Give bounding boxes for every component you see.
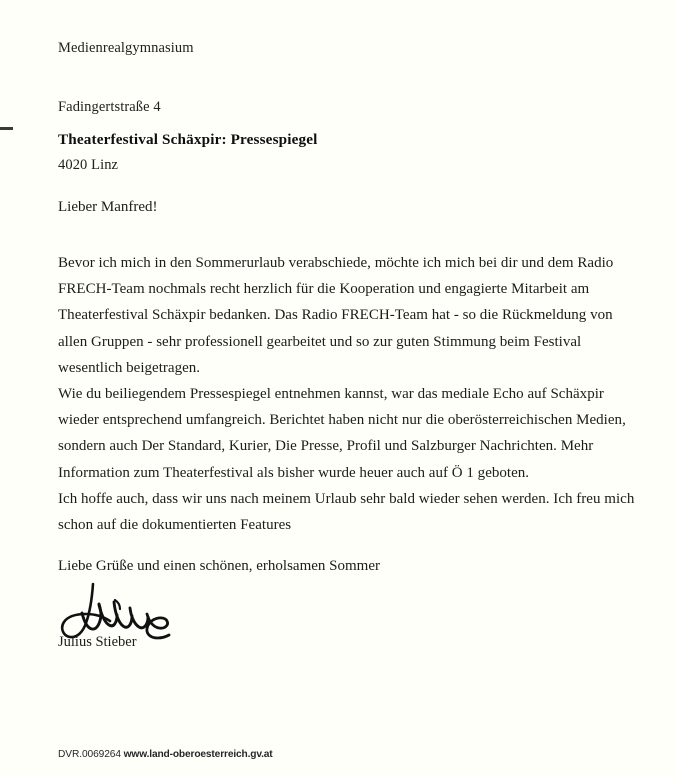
body-line: Bevor ich mich in den Sommerurlaub verabschiede, möchte ich mich bei dir und dem Radio — [58, 255, 614, 271]
page-footer — [58, 749, 273, 760]
footer-website-link[interactable]: www.land-oberoesterreich.gv.at — [123, 749, 273, 760]
salutation: Lieber Manfred! — [58, 199, 158, 215]
body-line: Wie du beiliegendem Pressespiegel entnehmen kannst, war das mediale Echo auf Schäxpir — [58, 386, 604, 403]
body-line: FRECH-Team nochmals recht herzlich für die Kooperation und engagierte Mitarbeit am — [58, 281, 590, 298]
body-line: wieder entsprechend umfangreich. Berichtet haben nicht nur die oberösterreichischen Medien, — [58, 412, 626, 429]
address-line-1: Medienrealgymnasium — [58, 40, 194, 56]
body-line: wesentlich beigetragen. — [58, 359, 201, 376]
closing-line: Liebe Grüße und einen schönen, erholsamen Sommer — [58, 558, 380, 574]
body-line: allen Gruppen - sehr professionell gearbeitet und so zur guten Stimmung beim Festival — [58, 333, 582, 350]
body-line: schon auf die dokumentierten Features — [58, 517, 292, 534]
body-line: Information zum Theaterfestival als bisher wurde heuer auch auf Ö 1 geboten. — [58, 464, 530, 481]
body-line: Theaterfestival Schäxpir bedanken. Das Radio FRECH-Team hat - so die Rückmeldung von — [58, 307, 613, 324]
dvr-number: DVR.0069264 — [58, 749, 121, 760]
recipient-address — [58, 0, 194, 215]
subject-title: Theaterfestival Schäxpir: Pressespiegel — [58, 131, 318, 148]
body-line: Ich hoffe auch, dass wir uns nach meinem Urlaub sehr bald wieder sehen werden. Ich freu mich — [58, 490, 635, 507]
body-line: sondern auch Der Standard, Kurier, Die Presse, Profil und Salzburger Nachrichten. Mehr — [58, 438, 594, 455]
address-line-3: 4020 Linz — [58, 157, 119, 173]
signer-name: Julius Stieber — [58, 634, 137, 650]
fold-registration-mark — [0, 127, 13, 130]
letter-body — [58, 250, 634, 538]
address-line-2: Fadingertstraße 4 — [58, 98, 161, 115]
